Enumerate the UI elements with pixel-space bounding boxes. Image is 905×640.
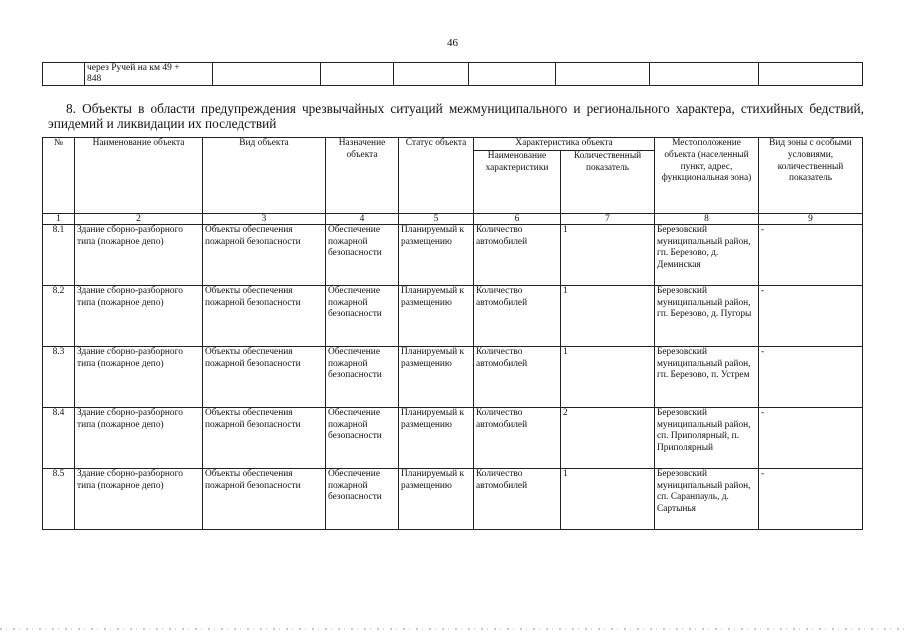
row-char-value: 1: [561, 285, 655, 346]
row-char-value: 1: [561, 224, 655, 285]
row-location: Березовский муниципальный район, сп. Саранпауль, д. Сартынья: [655, 468, 759, 529]
page-number: 46: [447, 37, 458, 49]
row-num: 8.2: [43, 285, 75, 346]
table-row: [43, 407, 863, 468]
table-row: [43, 224, 863, 285]
row-type: Объекты обеспечения пожарной безопасности: [203, 407, 326, 468]
top-cell: [321, 63, 394, 86]
header-zone: Вид зоны с особыми условиями, количественный показатель: [759, 138, 863, 214]
top-cell-text-line1: через Ручей на км 49 +: [87, 63, 180, 73]
top-cell: [556, 63, 650, 86]
row-num: 8.5: [43, 468, 75, 529]
column-number: 3: [203, 213, 326, 224]
row-location: Березовский муниципальный район, гп. Березово, д. Пугоры: [655, 285, 759, 346]
row-char-name: Количество автомобилей: [474, 224, 561, 285]
column-number: 8: [655, 213, 759, 224]
row-name: Здание сборно-разборного типа (пожарное депо): [75, 346, 203, 407]
row-zone: -: [759, 407, 863, 468]
column-number: 2: [75, 213, 203, 224]
row-zone: -: [759, 346, 863, 407]
header-char-name: Наименование характеристики: [474, 150, 561, 213]
top-cell: [469, 63, 556, 86]
top-cell-text: [85, 63, 213, 86]
row-location: Березовский муниципальный район, сп. Приполярный, п. Приполярный: [655, 407, 759, 468]
top-cell: [650, 63, 759, 86]
row-num: 8.1: [43, 224, 75, 285]
row-num: 8.4: [43, 407, 75, 468]
row-char-name: Количество автомобилей: [474, 468, 561, 529]
table-row: [43, 346, 863, 407]
row-status: Планируемый к размещению: [399, 346, 474, 407]
section-heading: 8. Объекты в области предупреждения чрезвычайных ситуаций межмуниципального и регионального характера, стихийных бедствий, эпидемий и ликвидации их последствий: [48, 101, 864, 131]
objects-table: [42, 137, 863, 530]
row-zone: -: [759, 468, 863, 529]
column-number: 5: [399, 213, 474, 224]
row-purpose: Обеспечение пожарной безопасности: [326, 224, 399, 285]
row-status: Планируемый к размещению: [399, 285, 474, 346]
column-number: 9: [759, 213, 863, 224]
row-zone: -: [759, 224, 863, 285]
row-status: Планируемый к размещению: [399, 407, 474, 468]
header-num: №: [43, 138, 75, 214]
row-name: Здание сборно-разборного типа (пожарное депо): [75, 224, 203, 285]
column-number: 6: [474, 213, 561, 224]
column-number: 1: [43, 213, 75, 224]
row-name: Здание сборно-разборного типа (пожарное депо): [75, 468, 203, 529]
row-char-name: Количество автомобилей: [474, 346, 561, 407]
row-char-value: 1: [561, 468, 655, 529]
top-cell-text-line2: 848: [87, 73, 102, 84]
row-type: Объекты обеспечения пожарной безопасности: [203, 224, 326, 285]
row-char-name: Количество автомобилей: [474, 285, 561, 346]
header-status: Статус объекта: [399, 138, 474, 214]
row-status: Планируемый к размещению: [399, 224, 474, 285]
header-location: Местоположение объекта (населенный пункт, адрес, функциональная зона): [655, 138, 759, 214]
row-location: Березовский муниципальный район, гп. Березово, д. Деминская: [655, 224, 759, 285]
header-name: Наименование объекта: [75, 138, 203, 214]
table-row: [43, 285, 863, 346]
row-type: Объекты обеспечения пожарной безопасности: [203, 285, 326, 346]
header-type: Вид объекта: [203, 138, 326, 214]
row-char-value: 1: [561, 346, 655, 407]
top-cell: [213, 63, 321, 86]
column-number-row: [43, 213, 863, 224]
header-char-value: Количественный показатель: [561, 150, 655, 213]
row-purpose: Обеспечение пожарной безопасности: [326, 407, 399, 468]
top-cell: [759, 63, 863, 86]
row-purpose: Обеспечение пожарной безопасности: [326, 468, 399, 529]
header-purpose: Назначение объекта: [326, 138, 399, 214]
row-type: Объекты обеспечения пожарной безопасности: [203, 346, 326, 407]
row-type: Объекты обеспечения пожарной безопасности: [203, 468, 326, 529]
header-characteristics: Характеристика объекта: [474, 138, 655, 151]
row-name: Здание сборно-разборного типа (пожарное депо): [75, 285, 203, 346]
row-char-name: Количество автомобилей: [474, 407, 561, 468]
row-location: Березовский муниципальный район, гп. Березово, п. Устрем: [655, 346, 759, 407]
top-cell: [43, 63, 85, 86]
row-purpose: Обеспечение пожарной безопасности: [326, 346, 399, 407]
column-number: 4: [326, 213, 399, 224]
row-purpose: Обеспечение пожарной безопасности: [326, 285, 399, 346]
table-row: [43, 468, 863, 529]
row-name: Здание сборно-разборного типа (пожарное депо): [75, 407, 203, 468]
scan-noise-line: [0, 628, 905, 630]
row-num: 8.3: [43, 346, 75, 407]
continued-table-fragment: [42, 62, 863, 86]
row-char-value: 2: [561, 407, 655, 468]
row-zone: -: [759, 285, 863, 346]
column-number: 7: [561, 213, 655, 224]
row-status: Планируемый к размещению: [399, 468, 474, 529]
top-cell: [394, 63, 469, 86]
